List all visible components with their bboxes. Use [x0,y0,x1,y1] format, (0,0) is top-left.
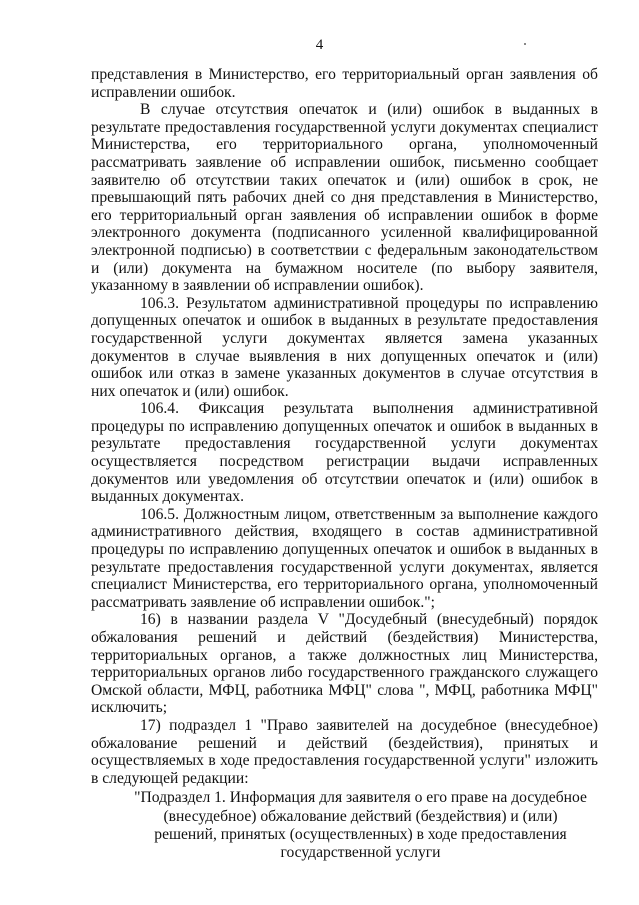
paragraph-item-17: 17) подраздел 1 "Право заявителей на досудебное (внесудебное) обжалование решений и действий (бездействия), принятых и осуществляемых в ходе предоставления государственной услуги" изложить в следующей редакции: [91,716,598,787]
paragraph-106-3: 106.3. Результатом административной процедуры по исправлению допущенных опечаток и ошибок в выданных в результате предоставления государственной услуги документах является замена указанных документов в случае выявления в них допущенных опечаток и (или) ошибок или отказ в замене указанных документов в случае отсутствия в них опечаток и (или) ошибок. [91,294,598,400]
paragraph-106-4: 106.4. Фиксация результата выполнения административной процедуры по исправлению допущенных опечаток и ошибок в выданных в результате предоставления государственной услуги документах осуществляется посредством регистрации выдачи исправленных документов или уведомления об отсутствии опечаток и (или) ошибок в выданных документах. [91,400,598,506]
paragraph-no-errors: В случае отсутствия опечаток и (или) ошибок в выданных в результате предоставления государственной услуги документах специалист Министерства, его территориального органа, уполномоченный рассматривать заявление об исправлении ошибок, письменно сообщает заявителю об отсутствии таких опечаток и (или) ошибок в срок, не превышающий пять рабочих дней со дня представления в Министерство, его территориальный орган заявления об исправлении ошибок в форме электронного документа (подписанного усиленной квалифицированной электронной подписью) в соответствии с федеральным законодательством и (или) документа на бумажном носителе (по выбору заявителя, указанному в заявлении об исправлении ошибок). [91,101,598,295]
page-number: 4 [315,37,324,53]
paragraph-106-5: 106.5. Должностным лицом, ответственным за выполнение каждого административного действия, входящего в состав административной процедуры по исправлению допущенных опечаток и ошибок в выданных в результате предоставления государственной услуги документах, является специалист Министерства, его территориального органа, уполномоченный рассматривать заявление об исправлении ошибок."; [91,505,598,611]
paragraph-item-16: 16) в названии раздела V "Досудебный (внесудебный) порядок обжалования решений и действий (бездействия) Министерства, территориальных органов, а также должностных лиц Министерства, территориальных органов либо государственного гражданского служащего Омской области, МФЦ, работника МФЦ" слова ", МФЦ, работника МФЦ" исключить; [91,611,598,717]
subsection-heading: "Подраздел 1. Информация для заявителя о его праве на досудебное (внесудебное) обжалование действий (бездействия) и (или) решений, принятых (осуществленных) в ходе предоставления государственной услуги [134,789,587,861]
document-body [91,66,598,862]
scan-speck [524,43,526,45]
paragraph-continuation: представления в Министерство, его территориальный орган заявления об исправлении ошибок. [91,66,598,101]
